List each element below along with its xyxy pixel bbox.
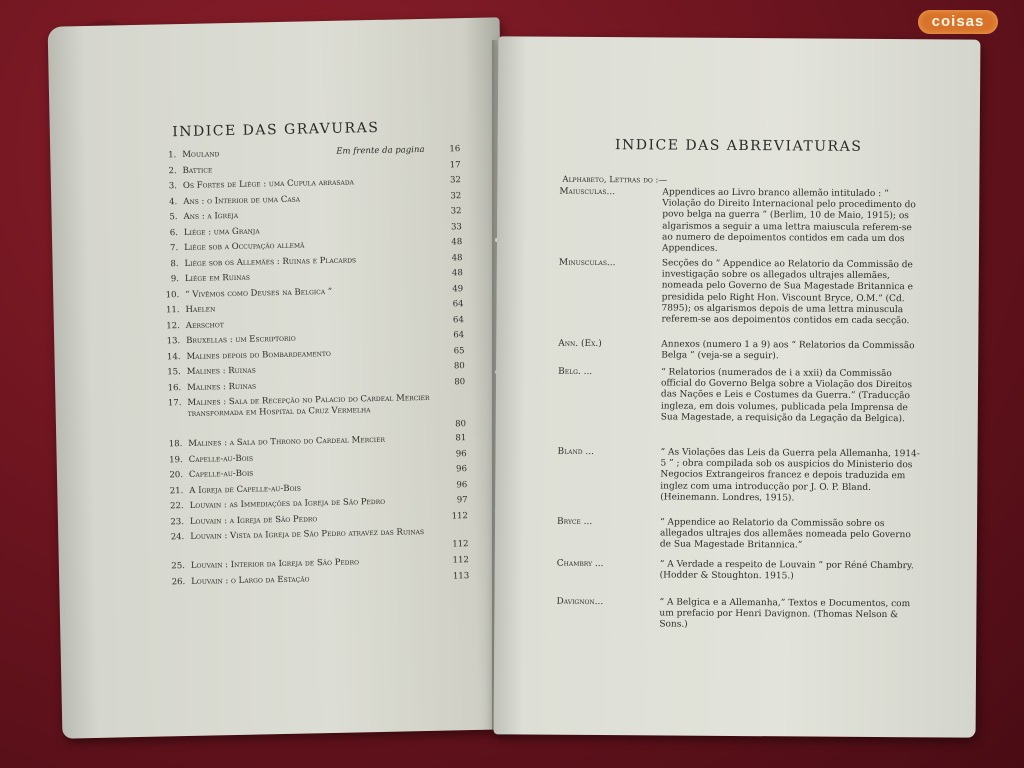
plate-row: 10. “ Vivêmos como Deuses na Belgica ” 49 — [165, 283, 464, 300]
plate-row: 19. Capelle-au-Bois 96 — [169, 448, 467, 465]
left-page — [48, 17, 515, 738]
abbreviation-term: Bland ... — [557, 446, 595, 458]
abbreviation-entry — [535, 558, 965, 582]
abbreviation-entry — [537, 186, 967, 254]
watermark-badge: coisas — [918, 10, 998, 34]
abbreviation-term: Ann. (Ex.) — [558, 338, 602, 350]
plate-row: 18. Malines : a Sala do Throno do Cardeal Mercier 81 — [168, 433, 467, 450]
abbreviations-heading: Alphabeto, Lettras do :— — [562, 174, 667, 186]
abbreviation-definition: Secções do “ Appendice ao Relatorio da Commissão de investigação sobre os allegados ultrajes allemães, nomeada pelo Governo de Sua Magestade Britannica e presidida pelo Right Hon. Viscount Bryce, O.M.” (Cd. 7895); os algarismos depois de uma lettra minuscula referem-se aos depoimentos contidos em cada secção. — [661, 258, 914, 327]
abbreviation-term: Maiusculas... — [559, 186, 616, 198]
plate-row: 21. A Igreja de Capelle-au-Bois 96 — [169, 479, 468, 496]
abbreviation-definition: “ As Violações das Leis da Guerra pela Allemanha, 1914-5 ” ; obra compilada sob os auspicios do Ministerio dos Negocios Extrangeiros francez e depois traduzida em inglez com uma introducção por J. O. P. Bland. (Heinemann. Londres, 1915). — [660, 447, 920, 504]
abbreviation-term: Belg. ... — [558, 366, 593, 377]
plate-row: 12. Aerschot 64 — [166, 314, 464, 331]
plate-row: 4. Ans : o Interior de uma Casa 32 — [169, 190, 462, 207]
abbreviation-definition: “ A Belgica e a Allemanha,” Textos e Documentos, com um prefacio por Henri Davignon. (Thomas Nelson & Sons.) — [659, 597, 911, 631]
plate-row: 3. Os Fortes de Liége : uma Cupula arrasada 32 — [168, 175, 462, 192]
abbreviation-definition: “ Relatorios (numerados de i a xxii) da Commissão official do Governo Belga sobre a Violação dos Direitos das Nações e Leis e Costumes da Guerra.” (Traducção ingleza, em dois volumes, publicada pela Imprensa de Sua Magestade, a requisição da Legação da Belgica). — [660, 367, 913, 424]
right-page — [494, 36, 981, 737]
abbreviation-definition: “ Appendice ao Relatorio da Commissão sobre os allegados ultrajes dos allemães nomeada pelo Governo de Sua Magestade Britannica.” — [659, 517, 911, 551]
abbreviation-entry — [536, 446, 966, 504]
left-page-title: INDICE DAS GRAVURAS — [172, 119, 380, 141]
abbreviation-definition: “ A Verdade a respeito de Louvain ” por Réné Chambry. (Hodder & Stoughton. 1915.) — [659, 559, 914, 582]
plate-row: 16. Malines : Ruinas 80 — [167, 376, 466, 393]
abbreviation-entry — [536, 338, 966, 362]
abbreviation-term: Minusculas... — [558, 257, 616, 269]
plate-row: 13. Bruxellas : um Escriptorio 64 — [166, 330, 465, 347]
plate-row: 17. Malines : Sala de Recepção no Palacio do Cardeal Mercier transformada em Hospital da Cruz Vermelha 80 — [167, 392, 467, 430]
plate-note: Em frente da pagina — [336, 144, 425, 157]
abbreviation-entry — [537, 257, 967, 327]
abbreviation-entry — [535, 516, 965, 551]
plate-row: 20. Capelle-au-Bois 96 — [169, 464, 468, 481]
plate-row: 14. Malines depois do Bombardeamento 65 — [166, 345, 465, 362]
plate-row: 15. Malines : Ruinas 80 — [167, 361, 465, 378]
plates-list — [160, 144, 469, 592]
abbreviation-entry — [535, 596, 965, 631]
plate-row: 7. Liége sob a Occupação allemã 48 — [170, 237, 463, 254]
plate-row: 26. Louvain : o Largo da Estação 113 — [171, 570, 470, 587]
plate-row: 25. Louvain : Interior da Igreja de São Pedro 112 — [171, 555, 469, 572]
abbreviation-term: Davignon... — [556, 596, 604, 608]
plate-row: 5. Ans : a Igreja 32 — [169, 206, 462, 223]
right-page-title: INDICE DAS ABREVIATURAS — [614, 137, 863, 155]
plate-row: 24. Louvain : Vista da Igreja de São Pedro atravez das Ruinas 112 — [170, 527, 469, 550]
abbreviation-term: Chambry ... — [556, 558, 604, 570]
abbreviation-term: Bryce ... — [557, 516, 593, 527]
plate-row: 6. Liége : uma Granja 33 — [169, 221, 462, 238]
plate-row: 9. Liége em Ruinas 48 — [170, 268, 463, 285]
abbreviation-entry — [536, 366, 966, 424]
plate-row: 1. Mouland Em frente da pagina 16 — [168, 144, 461, 161]
plate-row: 8. Liége sob os Allemães : Ruinas e Placards 48 — [170, 252, 463, 269]
plate-row: 23. Louvain : a Igreja de São Pedro 112 — [170, 510, 469, 527]
abbreviation-definition: Annexos (numero 1 a 9) aos “ Relatorios da Commissão Belga ” (veja-se a seguir). — [661, 339, 915, 362]
abbreviation-definition: Appendices ao Livro branco allemão intitulado : “ Violação do Direito Internacional pelo procedimento do povo belga na guerra ” (Berlim, 10 de Maio, 1915); os algarismos a seguir a uma lettra maiuscula referem-se ao numero de depoimentos contidos em cada um dos Appendices. — [661, 187, 916, 254]
plate-row: 11. Haelen 64 — [165, 299, 464, 316]
plate-row: 2. Battice 17 — [168, 159, 461, 176]
plate-row: 22. Louvain : as Immediações da Igreja de São Pedro 97 — [170, 495, 468, 512]
